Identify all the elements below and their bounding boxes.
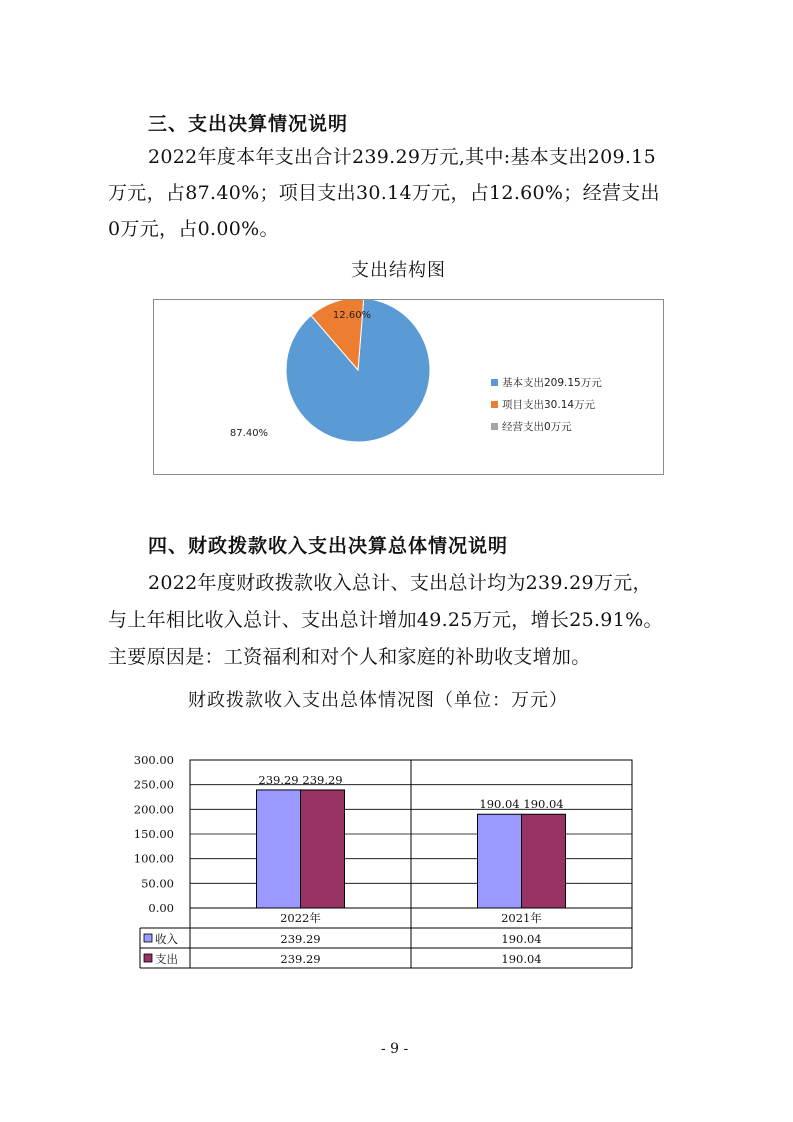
- bar-data-label: 239.29: [258, 772, 299, 787]
- bar-data-label: 239.29: [302, 772, 343, 787]
- section4-para-line-2: 与上年相比收入总计、支出总计增加49.25万元，增长25.91%。: [108, 609, 663, 631]
- section4-heading: 四、财政拨款收入支出决算总体情况说明: [148, 535, 509, 557]
- bar-data-label: 190.04: [479, 797, 520, 812]
- table-series-name-0: 收入: [155, 932, 178, 946]
- table-series-name-1: 支出: [155, 952, 178, 966]
- bar-y-tick-label: 50.00: [141, 876, 174, 891]
- bar-y-tick-label: 0.00: [148, 901, 174, 915]
- pie-chart-caption: 支出结构图: [351, 260, 446, 281]
- bar-y-tick-label: 200.00: [133, 802, 174, 817]
- bar-y-tick-label: 150.00: [133, 827, 174, 841]
- bar-data-label: 190.04: [523, 797, 564, 812]
- pie-legend-label-1: 项目支出30.14万元: [502, 399, 596, 411]
- bar-x-category-label: 2021年: [501, 911, 542, 925]
- bar-x-category-label: 2022年: [280, 911, 321, 925]
- pie-data-label-0: 87.40%: [229, 428, 269, 439]
- table-value-cell: 190.04: [501, 932, 542, 946]
- bar-收入-0: [257, 790, 301, 908]
- pie-chart: [153, 299, 664, 475]
- pie-data-label-1: 12.60%: [332, 310, 372, 321]
- bar-收入-1: [478, 814, 522, 908]
- table-legend-swatch-0: [144, 934, 152, 942]
- table-value-cell: 190.04: [501, 952, 542, 966]
- section4-para-line-1: 2022年度财政拨款收入总计、支出总计均为239.29万元，: [148, 572, 652, 594]
- page-number: - 9 -: [381, 1041, 409, 1057]
- bar-支出-1: [522, 814, 566, 908]
- bar-y-tick-label: 250.00: [133, 777, 174, 792]
- table-value-cell: 239.29: [280, 932, 321, 946]
- bar-支出-0: [301, 790, 345, 908]
- section3-heading: 三、支出决算情况说明: [148, 113, 349, 135]
- pie-legend-label-0: 基本支出209.15万元: [502, 377, 602, 389]
- pie-legend-swatch-1: [491, 401, 498, 408]
- bar-y-tick-label: 300.00: [133, 753, 174, 767]
- section3-para-line-3: 0万元，占0.00%。: [108, 218, 279, 240]
- pie-legend-swatch-2: [491, 423, 498, 430]
- pie-legend-label-2: 经营支出0万元: [502, 421, 572, 433]
- bar-chart: [100, 740, 660, 980]
- table-value-cell: 239.29: [280, 952, 321, 966]
- section3-para-line-2: 万元，占87.40%；项目支出30.14万元，占12.60%；经营支出: [108, 182, 660, 204]
- bar-chart-caption: 财政拨款收入支出总体情况图（单位：万元）: [188, 690, 568, 711]
- bar-y-tick-label: 100.00: [133, 851, 174, 866]
- section4-para-line-3: 主要原因是：工资福利和对个人和家庭的补助收支增加。: [108, 646, 591, 668]
- pie-chart-svg: [154, 300, 663, 474]
- table-legend-swatch-1: [144, 954, 152, 962]
- pie-legend-swatch-0: [491, 379, 498, 386]
- section3-para-line-1: 2022年度本年支出合计239.29万元,其中:基本支出209.15: [148, 146, 656, 168]
